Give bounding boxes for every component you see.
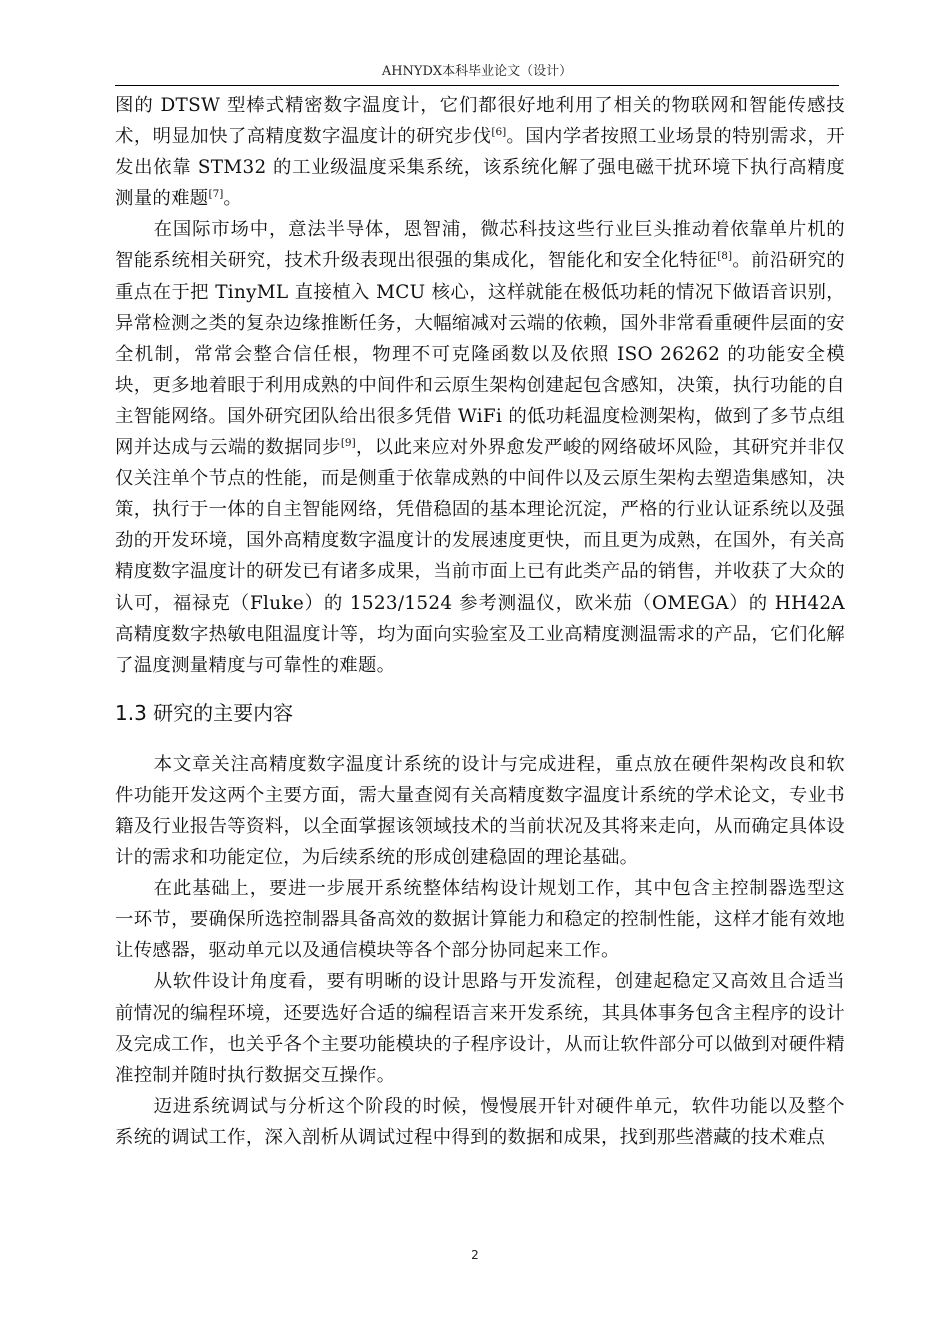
section-paragraph: 迈进系统调试与分析这个阶段的时候，慢慢展开针对硬件单元，软件功能以及整个系统的调试工作，深入剖析从调试过程中得到的数据和成果，找到那些潜藏的技术难点 (115, 1095, 845, 1148)
paragraph-text: 图的 DTSW 型棒式精密数字温度计，它们都很好地利用了相关的物联网和智能传感技术，明显加快了高精度数字温度计的研究步伐 (115, 95, 845, 148)
citation-reference[interactable]: [8] (717, 250, 733, 263)
paragraph-text: 在国际市场中，意法半导体，恩智浦，微芯科技这些行业巨头推动着依靠单片机的智能系统相关研究，技术升级表现出很强的集成化，智能化和安全化特征 (115, 219, 845, 272)
section-paragraph: 本文章关注高精度数字温度计系统的设计与完成进程，重点放在硬件架构改良和软件功能开发这两个主要方面，需大量查阅有关高精度数字温度计系统的学术论文，专业书籍及行业报告等资料，以全面掌握该领域技术的当前状况及其将来走向，从而确定具体设计的需求和功能定位，为后续系统的形成创建稳固的理论基础。 (115, 753, 845, 869)
paragraph-text: 。国内学者按照工业场景的特别需求，开发出依靠 STM32 的工业级温度采集系统，该系统化解了强电磁干扰环境下执行高精度测量的难题 (115, 126, 845, 210)
citation-reference[interactable]: [7] (208, 188, 224, 201)
paragraph-text: 。前沿研究的重点在于把 TinyML 直接植入 MCU 核心，这样就能在极低功耗的情况下做语音识别，异常检测之类的复杂边缘推断任务，大幅缩减对云端的依赖，国外非常看重硬件层面的安全机制，常常会整合信任根，物理不可克隆函数以及依照 ISO 26262 的功能安全模块，更多地着眼于利用成熟的中间件和云原生架构创建起包含感知，决策，执行功能的自主智能网络。国外研究团队给出很多凭借 WiFi 的低功耗温度检测架构，做到了多节点组网并达成与云端的数据同步 (115, 250, 845, 459)
body-paragraph (115, 214, 845, 680)
page-number: 2 (471, 1248, 479, 1262)
citation-reference[interactable]: [9] (340, 436, 356, 449)
running-header: AHNYDX本科毕业论文（设计） (115, 62, 839, 86)
section-heading: 1.3 研究的主要内容 (115, 700, 294, 725)
section-paragraph: 从软件设计角度看，要有明晰的设计思路与开发流程，创建起稳定又高效且合适当前情况的编程环境，还要选好合适的编程语言来开发系统，其具体事务包含主程序的设计及完成工作，也关乎各个主要功能模块的子程序设计，从而让软件部分可以做到对硬件精准控制并随时执行数据交互操作。 (115, 971, 845, 1086)
section-paragraph: 在此基础上，要进一步展开系统整体结构设计规划工作，其中包含主控制器选型这一环节，要确保所选控制器具备高效的数据计算能力和稳定的控制性能，这样才能有效地让传感器，驱动单元以及通信模块等各个部分协同起来工作。 (115, 878, 845, 962)
paragraph-text: ，以此来应对外界愈发严峻的网络破坏风险，其研究并非仅仅关注单个节点的性能，而是侧重于依靠成熟的中间件以及云原生架构去塑造集感知，决策，执行于一体的自主智能网络，凭借稳固的基本理论沉淀，严格的行业认证系统以及强劲的开发环境，国外高精度数字温度计的发展速度更快，而且更为成熟，在国外，有关高精度数字温度计的研发已有诸多成果，当前市面上已有此类产品的销售，并收获了大众的认可，福禄克（Fluke）的 1523/1524 参考测温仪，欧米茄（OMEGA）的 HH42A 高精度数字热敏电阻温度计等，均为面向实验室及工业高精度测温需求的产品，它们化解了温度测量精度与可靠性的难题。 (115, 437, 845, 676)
citation-reference[interactable]: [6] (491, 125, 507, 138)
page-body (115, 90, 845, 1153)
body-paragraph (115, 90, 845, 214)
paragraph-text: 。 (223, 188, 243, 210)
